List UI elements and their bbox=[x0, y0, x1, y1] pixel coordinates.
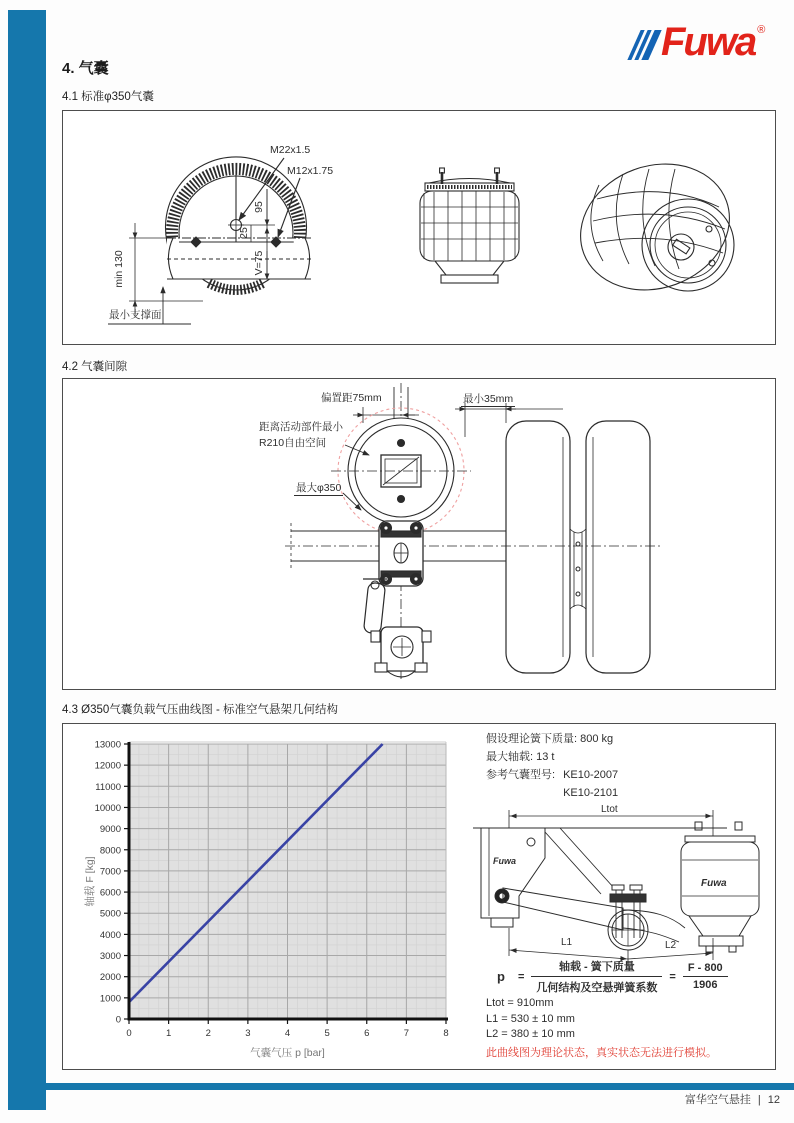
assumption-max-axle-load: 最大轴载: 13 t bbox=[486, 751, 555, 763]
footer-page-number: 12 bbox=[767, 1094, 780, 1106]
y-tick-label: 7000 bbox=[99, 866, 121, 878]
label-clearance-1: 距离活动部件最小 bbox=[259, 421, 343, 433]
section-42-heading: 4.2 气囊间隙 bbox=[62, 361, 128, 373]
formula-lhs: p bbox=[497, 969, 505, 984]
label-dim-v75: V=75 bbox=[253, 250, 265, 276]
dim-l2: L2 = 380 ± 10 mm bbox=[486, 1028, 575, 1040]
x-tick-label: 3 bbox=[245, 1028, 251, 1039]
y-tick-label: 0 bbox=[115, 1014, 121, 1026]
footer-text bbox=[685, 1091, 780, 1107]
theory-note: 此曲线图为理论状态，真实状态无法进行模拟。 bbox=[486, 1047, 717, 1059]
page-title: 4. 气囊 bbox=[62, 60, 109, 77]
x-tick-label: 7 bbox=[403, 1028, 410, 1039]
label-offset-75: 偏置距75mm bbox=[321, 392, 382, 404]
ref-model-2: KE10-2101 bbox=[563, 787, 619, 799]
section-43-heading: 4.3 Ø350气囊负载气压曲线图 - 标准空气悬架几何结构 bbox=[62, 704, 339, 716]
footer-company: 富华空气悬挂 bbox=[684, 1094, 751, 1106]
section-41-heading: 4.1 标准φ350气囊 bbox=[62, 91, 154, 103]
y-tick-label: 11000 bbox=[95, 781, 121, 793]
footer-accent-bar bbox=[46, 1083, 794, 1090]
label-dim-min130: min 130 bbox=[113, 250, 125, 288]
pressure-formula bbox=[497, 958, 728, 995]
drawing-box-41 bbox=[62, 110, 776, 345]
label-ltot: Ltot bbox=[601, 804, 618, 815]
x-tick-label: 1 bbox=[165, 1028, 172, 1039]
x-tick-label: 0 bbox=[126, 1028, 132, 1039]
label-l1: L1 bbox=[561, 937, 573, 948]
formula-denominator2: 1906 bbox=[683, 976, 728, 991]
x-tick-label: 5 bbox=[324, 1028, 330, 1039]
label-thread-m12: M12x1.75 bbox=[287, 165, 334, 177]
formula-denominator: 几何结构及空悬弹簧系数 bbox=[531, 976, 662, 995]
y-tick-label: 4000 bbox=[99, 929, 121, 941]
label-min-35: 最小35mm bbox=[463, 393, 514, 405]
left-accent-bar bbox=[8, 10, 46, 1110]
label-support-face: 最小支撑面 bbox=[109, 309, 162, 321]
y-tick-label: 5000 bbox=[99, 908, 121, 920]
y-tick-label: 1000 bbox=[99, 993, 121, 1005]
chart-box-43 bbox=[62, 723, 776, 1070]
x-tick-label: 8 bbox=[443, 1028, 449, 1039]
y-tick-label: 9000 bbox=[99, 824, 121, 836]
spring-brand-mark: Fuwa bbox=[701, 878, 727, 889]
formula-numerator2: F - 800 bbox=[687, 962, 723, 974]
bracket-brand-mark: Fuwa bbox=[493, 856, 517, 866]
clearance-drawing bbox=[63, 379, 775, 687]
dimension-values bbox=[486, 996, 575, 1043]
label-thread-m22: M22x1.5 bbox=[270, 144, 311, 156]
y-tick-label: 2000 bbox=[99, 972, 121, 984]
air-bag-views-drawing bbox=[63, 111, 775, 344]
formula-eq1: = bbox=[517, 970, 525, 983]
formula-numerator: 轴载 - 簧下质量 bbox=[559, 961, 635, 973]
ref-model-1: KE10-2007 bbox=[563, 769, 619, 781]
x-tick-label: 4 bbox=[284, 1028, 291, 1039]
y-tick-label: 8000 bbox=[99, 845, 121, 857]
dim-ltot: Ltot = 910mm bbox=[486, 997, 554, 1009]
y-tick-label: 10000 bbox=[94, 802, 121, 814]
suspension-geometry-diagram bbox=[473, 798, 773, 970]
footer-separator: | bbox=[757, 1094, 761, 1106]
label-dim-95: 95 bbox=[253, 201, 265, 213]
ref-model-label: 参考气囊型号: bbox=[486, 769, 556, 781]
y-tick-label: 12000 bbox=[94, 760, 121, 772]
dim-l1: L1 = 530 ± 10 mm bbox=[486, 1012, 575, 1025]
x-tick-label: 6 bbox=[364, 1028, 370, 1039]
brand-slashes-icon bbox=[634, 30, 658, 60]
label-clearance-2: R210自由空间 bbox=[259, 437, 327, 449]
x-tick-label: 2 bbox=[205, 1028, 211, 1039]
label-l2: L2 bbox=[665, 940, 677, 951]
assumptions-block bbox=[486, 730, 618, 802]
y-axis-title: 轴载 F [kg] bbox=[84, 856, 96, 907]
registered-mark-icon: ® bbox=[757, 24, 766, 36]
y-tick-label: 6000 bbox=[99, 887, 121, 899]
label-max-dia: 最大φ350 bbox=[296, 482, 342, 494]
brand-logo bbox=[634, 22, 765, 62]
x-axis-title: 气囊气压 p [bar] bbox=[250, 1047, 325, 1059]
y-tick-label: 13000 bbox=[94, 739, 121, 751]
load-pressure-chart bbox=[73, 729, 523, 1062]
brand-name: Fuwa bbox=[661, 20, 756, 64]
label-dim-25: 25 bbox=[238, 227, 250, 239]
assumption-unsprung-mass: 假设理论簧下质量: 800 kg bbox=[486, 733, 614, 745]
y-tick-label: 3000 bbox=[99, 951, 121, 963]
drawing-box-42 bbox=[62, 378, 776, 690]
formula-eq2: = bbox=[669, 970, 676, 983]
